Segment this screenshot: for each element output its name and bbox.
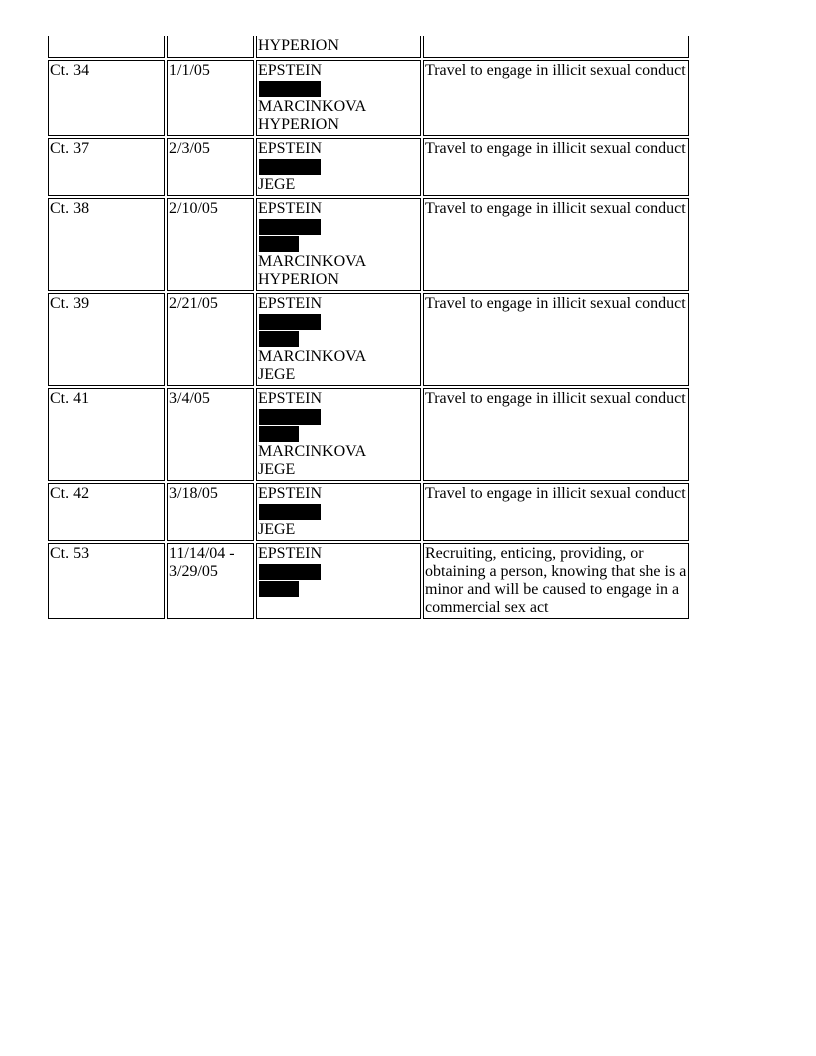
charge-text: Travel to engage in illicit sexual conduct [425,62,686,79]
date-label: 2/3/05 [169,140,210,157]
count-cell [48,388,165,481]
defendants-cell [256,543,421,619]
count-cell [48,543,165,619]
redaction-box [259,581,299,597]
date-label: 2/21/05 [169,295,218,312]
redaction-box [259,409,321,425]
defendant-name: JEGE [258,521,296,538]
defendant-name: HYPERION [258,116,339,133]
charge-cell [423,138,689,196]
date-cell [167,138,254,196]
charge-cell [423,36,689,58]
date-label: 3/4/05 [169,390,210,407]
count-cell [48,36,165,58]
count-label: Ct. 41 [50,390,90,407]
count-cell [48,293,165,386]
count-cell [48,138,165,196]
charge-text: Travel to engage in illicit sexual conduct [425,295,686,312]
defendants-cell [256,138,421,196]
redaction-box [259,81,321,97]
table-row [48,293,689,386]
defendant-name: JEGE [258,461,296,478]
charge-text: Travel to engage in illicit sexual conduct [425,390,686,407]
charge-cell [423,60,689,136]
redaction-box [259,314,321,330]
defendant-name: MARCINKOVA [258,348,367,365]
date-label: 11/14/04 - 3/29/05 [169,545,235,580]
defendant-name: EPSTEIN [258,295,322,312]
defendant-name: MARCINKOVA [258,98,367,115]
defendant-name: EPSTEIN [258,200,322,217]
charge-cell [423,388,689,481]
defendant-name: EPSTEIN [258,390,322,407]
defendants-cell [256,388,421,481]
date-label: 1/1/05 [169,62,210,79]
date-cell [167,36,254,58]
count-cell [48,60,165,136]
date-cell [167,198,254,291]
defendant-name: EPSTEIN [258,545,322,562]
table-row [48,138,689,196]
charge-text: Recruiting, enticing, providing, or obtaining a person, knowing that she is a minor and will be caused to engage in a commercial sex act [425,545,687,616]
defendant-name: HYPERION [258,271,339,288]
defendant-name: JEGE [258,176,296,193]
table-row [48,198,689,291]
redaction-box [259,331,299,347]
date-cell [167,60,254,136]
count-label: Ct. 38 [50,200,90,217]
defendant-name: MARCINKOVA [258,443,367,460]
charge-cell [423,543,689,619]
charge-cell [423,483,689,541]
defendant-name: EPSTEIN [258,485,322,502]
counts-table [46,34,691,621]
charge-cell [423,198,689,291]
defendant-name: EPSTEIN [258,140,322,157]
date-label: 3/18/05 [169,485,218,502]
charge-text: Travel to engage in illicit sexual conduct [425,140,686,157]
defendant-name: EPSTEIN [258,62,322,79]
table-row [48,543,689,619]
count-cell [48,198,165,291]
charge-cell [423,293,689,386]
redaction-box [259,159,321,175]
count-label: Ct. 37 [50,140,90,157]
count-cell [48,483,165,541]
defendant-name: MARCINKOVA [258,253,367,270]
count-label: Ct. 53 [50,545,90,562]
table-row [48,36,689,58]
charge-text: Travel to engage in illicit sexual conduct [425,485,686,502]
redaction-box [259,219,321,235]
defendants-cell [256,293,421,386]
defendants-cell [256,36,421,58]
redaction-box [259,564,321,580]
table-row [48,483,689,541]
date-cell [167,388,254,481]
defendants-cell [256,483,421,541]
count-label: Ct. 42 [50,485,90,502]
count-label: Ct. 39 [50,295,90,312]
date-label: 2/10/05 [169,200,218,217]
date-cell [167,543,254,619]
defendant-name: JEGE [258,366,296,383]
charge-text: Travel to engage in illicit sexual conduct [425,200,686,217]
defendant-name: HYPERION [258,37,339,54]
count-label: Ct. 34 [50,62,90,79]
defendants-cell [256,60,421,136]
redaction-box [259,236,299,252]
table-row [48,60,689,136]
redaction-box [259,426,299,442]
date-cell [167,483,254,541]
redaction-box [259,504,321,520]
table-row [48,388,689,481]
defendants-cell [256,198,421,291]
date-cell [167,293,254,386]
